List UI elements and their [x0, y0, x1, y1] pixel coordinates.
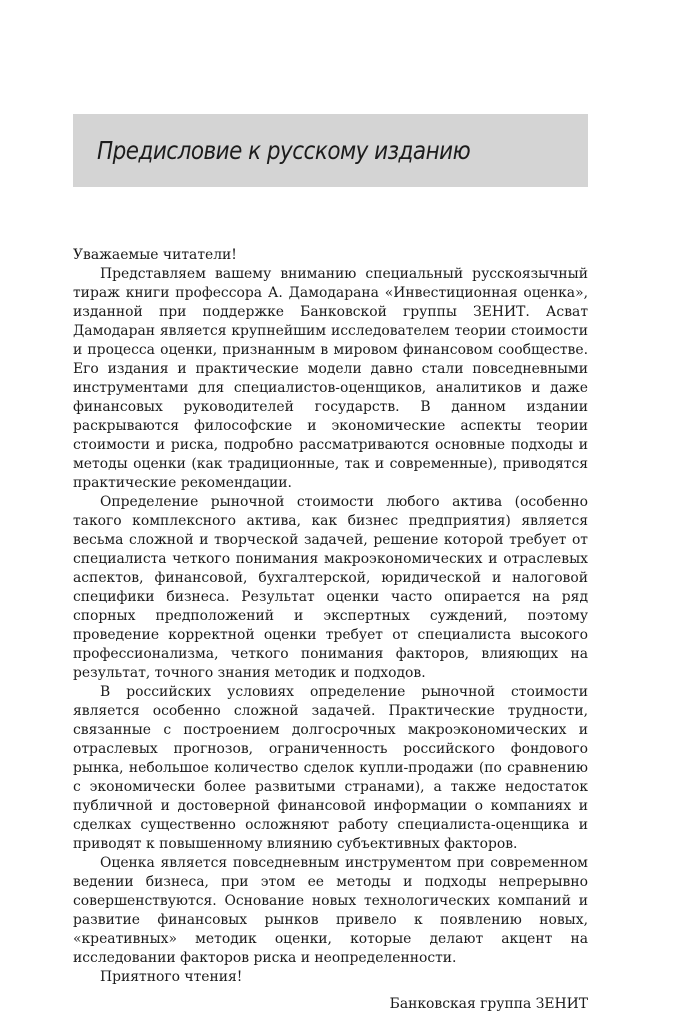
paragraph-intro: Представляем вашему вниманию специальный русскоязычный тираж книги профессора А. Дамодарана «Инвестиционная оценка», изданной при поддержке Банковской группы ЗЕНИТ. Асват Дамодаран является крупнейшим исследователем теории стоимости и процесса оценки, признанным в мировом финансовом сообществе. Его издания и практические модели давно стали повседневными инструментами для специалистов-оценщиков, аналитиков и даже финансовых руководителей государств. В данном издании раскрываются философские и экономические аспекты теории стоимости и риска, подробно рассматриваются основные подходы и методы оценки (как традиционные, так и современные), приводятся практические рекомендации. [73, 266, 588, 491]
paragraph-valuation-tool: Оценка является повседневным инструментом при современном ведении бизнеса, при этом ее методы и подходы непрерывно совершенствуются. Основание новых технологических компаний и развитие финансовых рынков привело к появлению новых, «креативных» методик оценки, которые делают акцент на исследовании факторов риска и неопределенности. [73, 855, 588, 966]
signature: Банковская группа ЗЕНИТ [389, 996, 588, 1012]
chapter-title-band [73, 114, 588, 187]
chapter-title: Предисловие к русскому изданию [97, 136, 471, 165]
preface-body [73, 246, 588, 1014]
closing-line: Приятного чтения! [100, 969, 243, 985]
greeting: Уважаемые читатели! [73, 247, 237, 263]
paragraph-market-value: Определение рыночной стоимости любого актива (особенно такого комплексного актива, как бизнес предприятия) является весьма сложной и творческой задачей, решение которой требует от специалиста четкого понимания макроэкономических и отраслевых аспектов, финансовой, бухгалтерской, юридической и налоговой специфики бизнеса. Результат оценки часто опирается на ряд спорных предположений и экспертных суждений, поэтому проведение корректной оценки требует от специалиста высокого профессионализма, четкого понимания факторов, влияющих на результат, точного знания методик и подходов. [73, 494, 588, 681]
paragraph-russian-conditions: В российских условиях определение рыночной стоимости является особенно сложной задачей. Практические трудности, связанные с построением долгосрочных макроэкономических и отраслевых прогнозов, ограниченность российского фондового рынка, небольшое количество сделок купли-продажи (по сравнению с экономически более развитыми странами), а также недостаток публичной и достоверной финансовой информации о компаниях и сделках существенно осложняют работу специалиста-оценщика и приводят к повышенному влиянию субъективных факторов. [73, 684, 588, 852]
